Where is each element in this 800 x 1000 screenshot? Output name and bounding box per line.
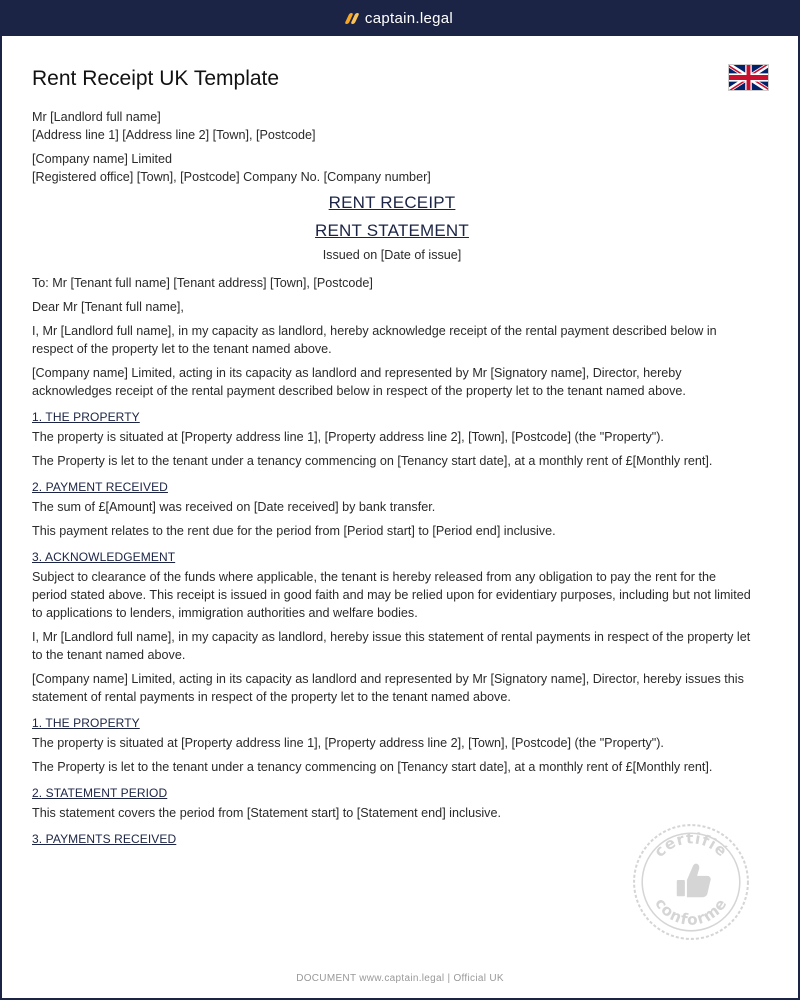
payment-period: This payment relates to the rent due for the period from [Period start] to [Period end] inclusive. bbox=[32, 524, 556, 538]
landlord-name: Mr [Landlord full name] bbox=[32, 110, 161, 124]
statement-heading-property: 1. THE PROPERTY bbox=[32, 716, 140, 730]
captain-logo-icon bbox=[344, 13, 359, 24]
landlord-address: [Address line 1] [Address line 2] [Town], [Postcode] bbox=[32, 128, 316, 142]
statement-period-text: This statement covers the period from [Statement start] to [Statement end] inclusive. bbox=[32, 806, 501, 820]
property-tenancy: The Property is let to the tenant under a tenancy commencing on [Tenancy start date], at a monthly rent of £[Monthly rent]. bbox=[32, 454, 713, 468]
section-heading-property: 1. THE PROPERTY bbox=[32, 410, 140, 424]
acknowledgement-text: Subject to clearance of the funds where applicable, the tenant is hereby released from any obligation to pay the rent for the period stated above. This receipt is issued in good faith and may be relied upon for evidentiary purposes, including but not limited to applications to lenders, immigration authorities and welfare bodies. bbox=[32, 570, 751, 620]
statement-heading-period: 2. STATEMENT PERIOD bbox=[32, 786, 168, 800]
salutation: Dear Mr [Tenant full name], bbox=[32, 300, 184, 314]
document-footer: DOCUMENT www.captain.legal | Official UK bbox=[296, 973, 504, 984]
payment-sum: The sum of £[Amount] was received on [Date received] by bank transfer. bbox=[32, 500, 436, 514]
stamp-bottom-text: conforme bbox=[651, 894, 731, 929]
company-name: [Company name] Limited bbox=[32, 152, 172, 166]
section-heading-acknowledgement: 3. ACKNOWLEDGEMENT bbox=[32, 550, 176, 564]
ack-company: [Company name] Limited, acting in its capacity as landlord and represented by Mr [Signatory name], Director, hereby acknowledges receipt of the rental payment described below in respect of the property let to the tenant named above. bbox=[32, 366, 686, 398]
heading-rent-statement: RENT STATEMENT bbox=[315, 221, 469, 240]
recipient-line: To: Mr [Tenant full name] [Tenant address] [Town], [Postcode] bbox=[32, 276, 373, 290]
property-situated: The property is situated at [Property address line 1], [Property address line 2], [Town], [Postcode] (the "Property"). bbox=[32, 430, 664, 444]
section-heading-payment: 2. PAYMENT RECEIVED bbox=[32, 480, 168, 494]
heading-rent-receipt: RENT RECEIPT bbox=[328, 193, 456, 212]
svg-text:certifié bbox=[651, 829, 732, 860]
statement-heading-payments: 3. PAYMENTS RECEIVED bbox=[32, 832, 177, 846]
statement-individual: I, Mr [Landlord full name], in my capacity as landlord, hereby issue this statement of rental payments in respect of the property let to the tenant named above. bbox=[32, 630, 751, 662]
certified-stamp-icon bbox=[630, 821, 752, 943]
brand-name[interactable]: captain.legal bbox=[364, 9, 454, 27]
svg-text:conforme bbox=[651, 895, 731, 929]
document-page bbox=[2, 36, 798, 998]
statement-property-tenancy: The Property is let to the tenant under a tenancy commencing on [Tenancy start date], at a monthly rent of £[Monthly rent]. bbox=[32, 760, 713, 774]
document-body bbox=[32, 108, 752, 850]
statement-property-situated: The property is situated at [Property address line 1], [Property address line 2], [Town], [Postcode] (the "Property"). bbox=[32, 736, 664, 750]
stamp-top-text: certifié bbox=[650, 829, 732, 861]
issued-on: Issued on [Date of issue] bbox=[322, 248, 462, 262]
ack-individual: I, Mr [Landlord full name], in my capacity as landlord, hereby acknowledge receipt of the rental payment described below in respect of the property let to the tenant named above. bbox=[32, 324, 717, 356]
document-title: Rent Receipt UK Template bbox=[32, 67, 280, 90]
uk-flag-icon[interactable] bbox=[728, 64, 769, 91]
company-address: [Registered office] [Town], [Postcode] Company No. [Company number] bbox=[32, 170, 431, 184]
top-bar bbox=[0, 0, 800, 36]
statement-company: [Company name] Limited, acting in its capacity as landlord and represented by Mr [Signatory name], Director, hereby issues this statement of rental payments in respect of the property let to the tenant named above. bbox=[32, 672, 744, 704]
